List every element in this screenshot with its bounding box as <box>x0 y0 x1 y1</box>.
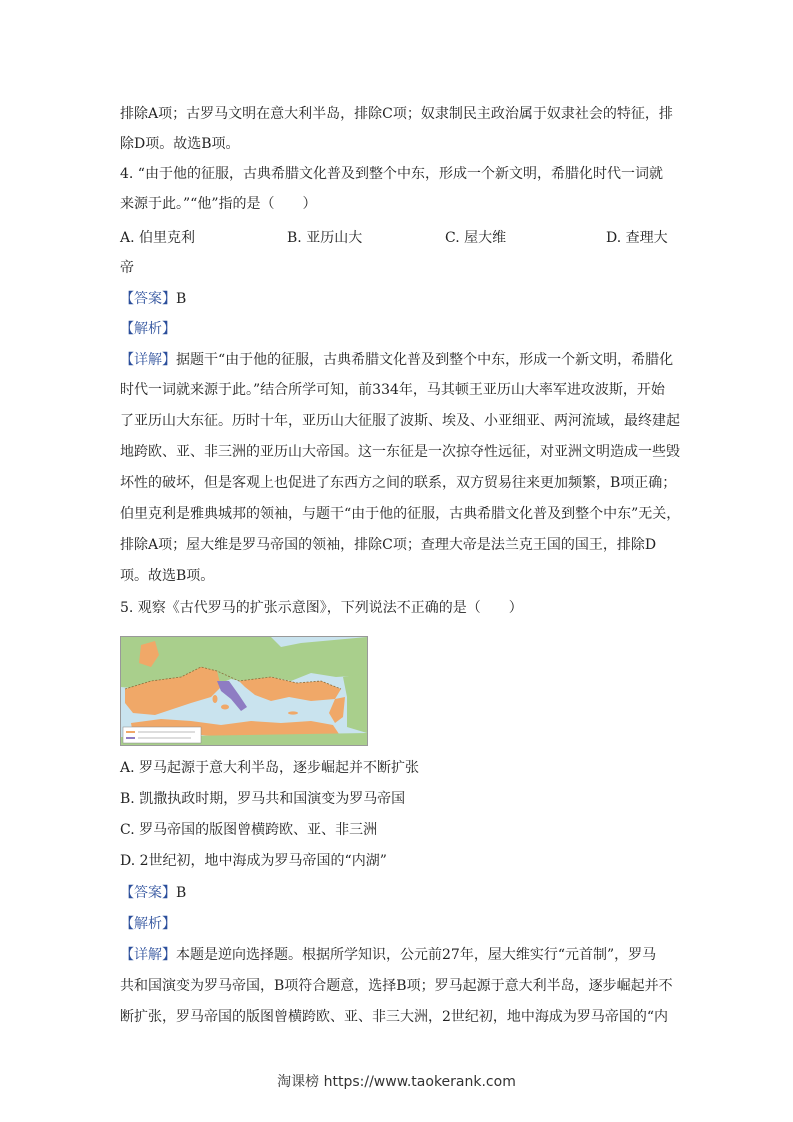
option-a: A. 伯里克利 <box>120 230 196 246</box>
detail-line: 坏性的破坏，但是客观上也促进了东西方之间的联系，双方贸易往来更加频繁，B项正确； <box>120 475 677 491</box>
question-5-stem: 5. 观察《古代罗马的扩张示意图》，下列说法不正确的是（ ） <box>120 600 523 616</box>
question-5-option-c: C. 罗马帝国的版图曾横跨欧、亚、非三洲 <box>120 822 378 838</box>
detail-tag: 【详解】 <box>120 947 176 963</box>
paragraph-line: 除D项。故选B项。 <box>120 136 240 152</box>
detail-line: 断扩张，罗马帝国的版图曾横跨欧、亚、非三大洲，2世纪初，地中海成为罗马帝国的“内 <box>120 1009 669 1025</box>
detail-line: 了亚历山大东征。历时十年，亚历山大征服了波斯、埃及、小亚细亚、两河流域，最终建起 <box>120 413 680 429</box>
option-d-continued: 帝 <box>120 260 134 276</box>
analysis-tag <box>120 914 176 934</box>
detail-line: 项。故选B项。 <box>120 568 215 584</box>
footer-watermark: 淘课榜 https://www.taokerank.com <box>277 1074 516 1090</box>
answer-line <box>120 289 186 309</box>
detail-line: 地跨欧、亚、非三洲的亚历山大帝国。这一东征是一次掠夺性远征，对亚洲文明造成一些毁 <box>120 444 680 460</box>
detail-line <box>120 350 673 370</box>
question-5-option-d: D. 2世纪初，地中海成为罗马帝国的“内湖” <box>120 853 387 869</box>
question-5-option-a: A. 罗马起源于意大利半岛，逐步崛起并不断扩张 <box>120 760 420 776</box>
map-legend <box>123 727 201 743</box>
roman-expansion-map <box>120 636 368 746</box>
answer-value: B <box>176 291 187 307</box>
map-graphic <box>121 637 367 745</box>
answer-tag: 【答案】 <box>120 885 176 901</box>
detail-line: 时代一词就来源于此。”结合所学可知，前334年，马其顿王亚历山大率军进攻波斯，开始 <box>120 382 665 398</box>
question-5-option-b: B. 凯撒执政时期，罗马共和国演变为罗马帝国 <box>120 791 406 807</box>
detail-line: 伯里克利是雅典城邦的领袖，与题干“由于他的征服，古典希腊文化普及到整个中东”无关， <box>120 506 681 522</box>
answer-value: B <box>176 885 187 901</box>
analysis-tag <box>120 319 176 339</box>
detail-text: 本题是逆向选择题。根据所学知识，公元前27年，屋大维实行“元首制”，罗马 <box>176 947 657 963</box>
option-d: D. 查理大 <box>606 230 668 246</box>
detail-line: 共和国演变为罗马帝国，B项符合题意，选择B项；罗马起源于意大利半岛，逐步崛起并不 <box>120 978 673 994</box>
question-4-stem: 来源于此。”“他”指的是（ ） <box>120 196 317 212</box>
detail-tag: 【详解】 <box>120 352 176 368</box>
question-4-stem: 4. “由于他的征服，古典希腊文化普及到整个中东，形成一个新文明，希腊化时代一词就 <box>120 166 663 182</box>
map-island <box>213 695 218 703</box>
answer-tag: 【答案】 <box>120 291 176 307</box>
analysis-label: 【解析】 <box>120 916 176 932</box>
detail-line: 排除A项；屋大维是罗马帝国的领袖，排除C项；查理大帝是法兰克王国的国王，排除D <box>120 537 657 553</box>
question-4-options <box>120 228 700 248</box>
analysis-label: 【解析】 <box>120 321 176 337</box>
answer-line <box>120 883 186 903</box>
map-island <box>288 711 298 714</box>
option-b: B. 亚历山大 <box>287 230 363 246</box>
paragraph-line: 排除A项；古罗马文明在意大利半岛，排除C项；奴隶制民主政治属于奴隶社会的特征，排 <box>120 106 673 122</box>
option-c: C. 屋大维 <box>445 230 507 246</box>
map-island <box>221 705 229 710</box>
detail-text: 据题干“由于他的征服，古典希腊文化普及到整个中东，形成一个新文明，希腊化 <box>176 352 674 368</box>
detail-line <box>120 945 656 965</box>
